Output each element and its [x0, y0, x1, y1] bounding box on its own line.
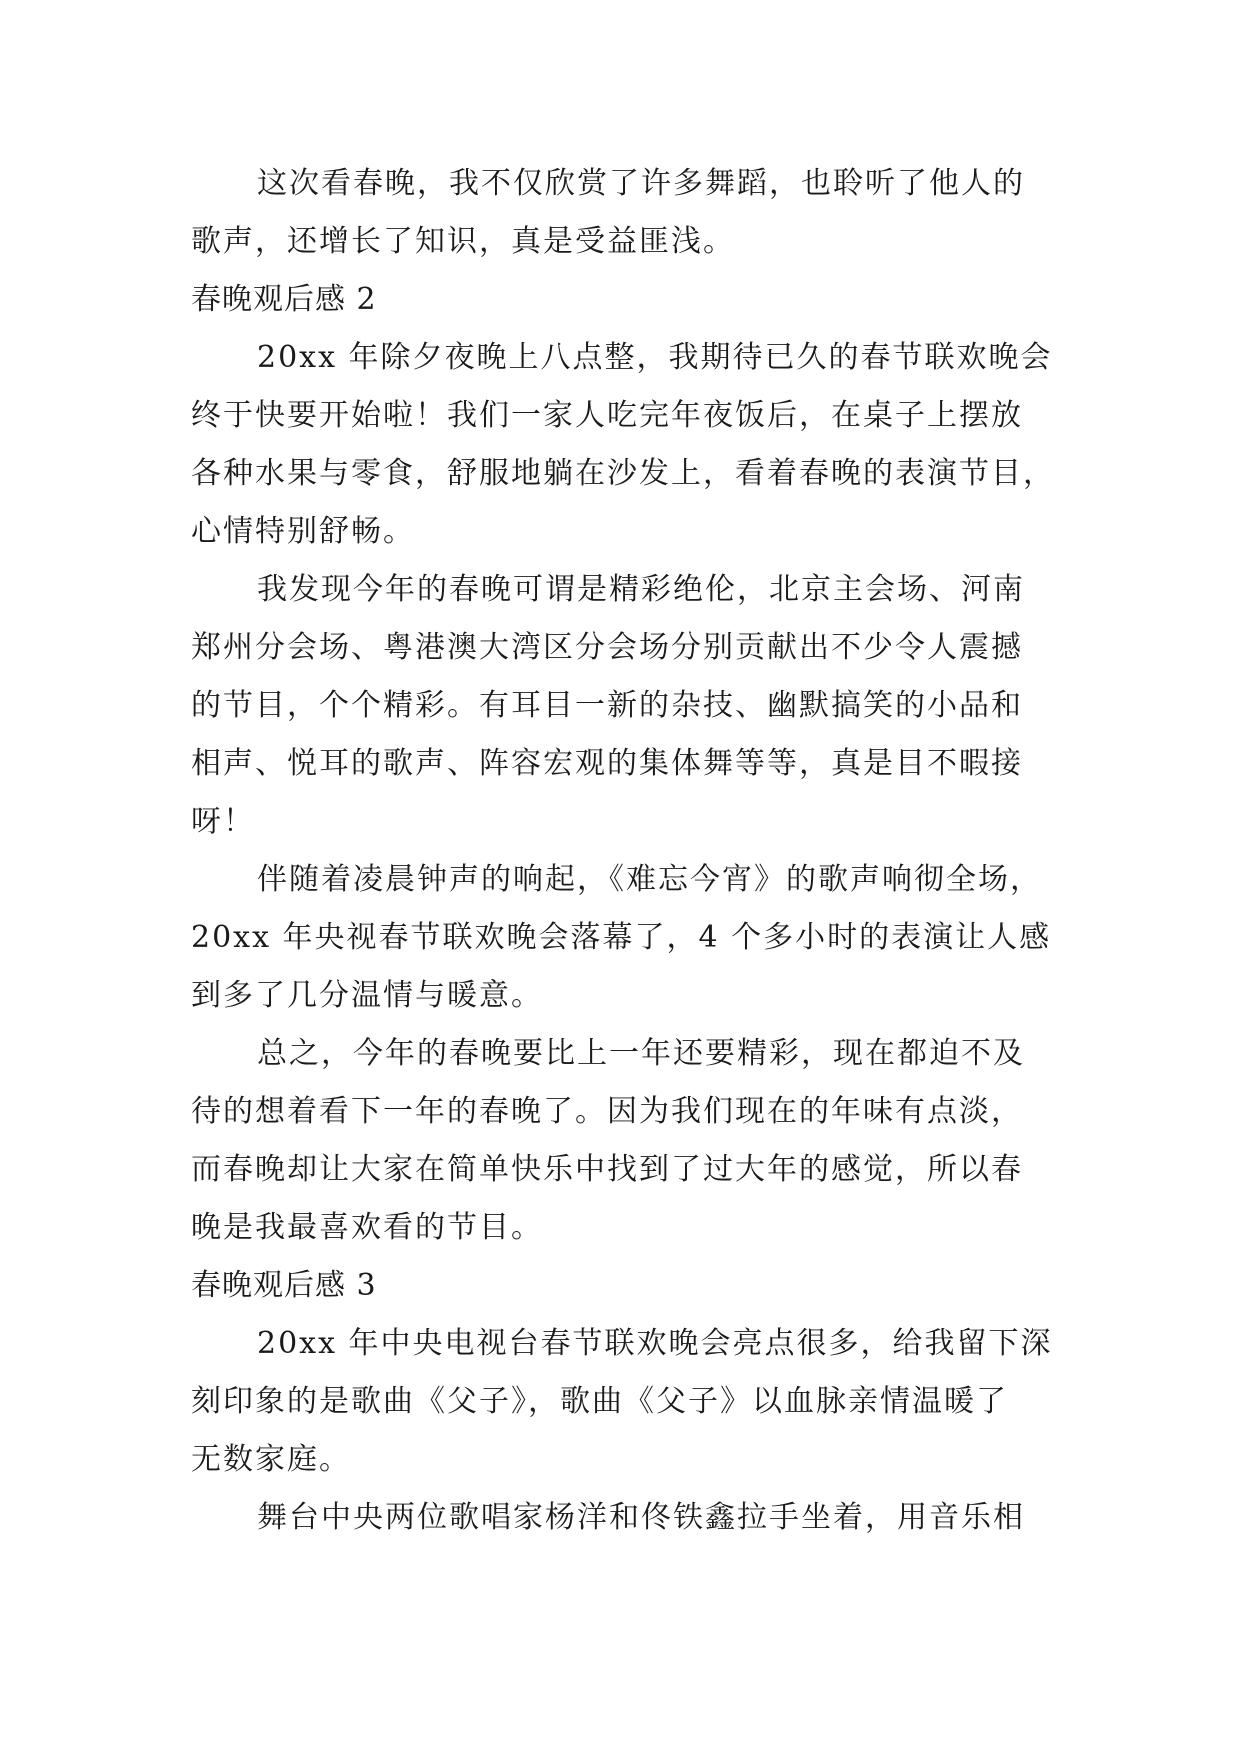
paragraph	[191, 561, 1051, 851]
paragraph-line: 终于快要开始啦！我们一家人吃完年夜饭后，在桌子上摆放	[191, 398, 1023, 433]
paragraph-line: 心情特别舒畅。	[191, 514, 415, 549]
paragraph-line: 我发现今年的春晚可谓是精彩绝伦，北京主会场、河南	[257, 572, 1025, 607]
paragraph-line: 刻印象的是歌曲《父子》，歌曲《父子》以血脉亲情温暖了	[191, 1384, 1008, 1419]
paragraph-line: 到多了几分温情与暖意。	[191, 978, 543, 1013]
paragraph	[191, 851, 1051, 1025]
section-heading: 春晚观后感 3	[191, 1268, 377, 1303]
paragraph-line: 相声、悦耳的歌声、阵容宏观的集体舞等等，真是目不暇接	[191, 746, 1023, 781]
paragraph-line: 晚是我最喜欢看的节目。	[191, 1210, 543, 1245]
paragraph-line: 待的想着看下一年的春晚了。因为我们现在的年味有点淡，	[191, 1094, 1023, 1129]
paragraph-line: 这次看春晚，我不仅欣赏了许多舞蹈，也聆听了他人的	[257, 166, 1025, 201]
document-body	[191, 155, 1055, 1547]
paragraph-line: 歌声，还增长了知识，真是受益匪浅。	[191, 224, 735, 259]
paragraph-line: 伴随着凌晨钟声的响起，《难忘今宵》的歌声响彻全场，	[257, 862, 1042, 897]
paragraph-line: 20xx 年除夕夜晚上八点整，我期待已久的春节联欢晚会	[257, 340, 1053, 375]
paragraph	[191, 1489, 1051, 1547]
paragraph-line: 的节目，个个精彩。有耳目一新的杂技、幽默搞笑的小品和	[191, 688, 1023, 723]
paragraph-line: 20xx 年中央电视台春节联欢晚会亮点很多，给我留下深	[257, 1326, 1053, 1361]
section-heading: 春晚观后感 2	[191, 282, 377, 317]
paragraph-line: 无数家庭。	[191, 1442, 351, 1477]
paragraph	[191, 1315, 1051, 1489]
paragraph	[191, 329, 1055, 561]
paragraph-line: 郑州分会场、粤港澳大湾区分会场分别贡献出不少令人震撼	[191, 630, 1023, 665]
paragraph-line: 呀！	[191, 804, 255, 839]
paragraph-line: 而春晚却让大家在简单快乐中找到了过大年的感觉，所以春	[191, 1152, 1023, 1187]
paragraph-line: 各种水果与零食，舒服地躺在沙发上，看着春晚的表演节目，	[191, 456, 1055, 491]
paragraph-line: 20xx 年央视春节联欢晚会落幕了，4 个多小时的表演让人感	[191, 920, 1052, 955]
paragraph	[191, 155, 1051, 271]
paragraph-line: 舞台中央两位歌唱家杨洋和佟铁鑫拉手坐着，用音乐相	[257, 1500, 1025, 1535]
paragraph-line: 总之，今年的春晚要比上一年还要精彩，现在都迫不及	[257, 1036, 1025, 1071]
paragraph	[191, 1025, 1051, 1257]
